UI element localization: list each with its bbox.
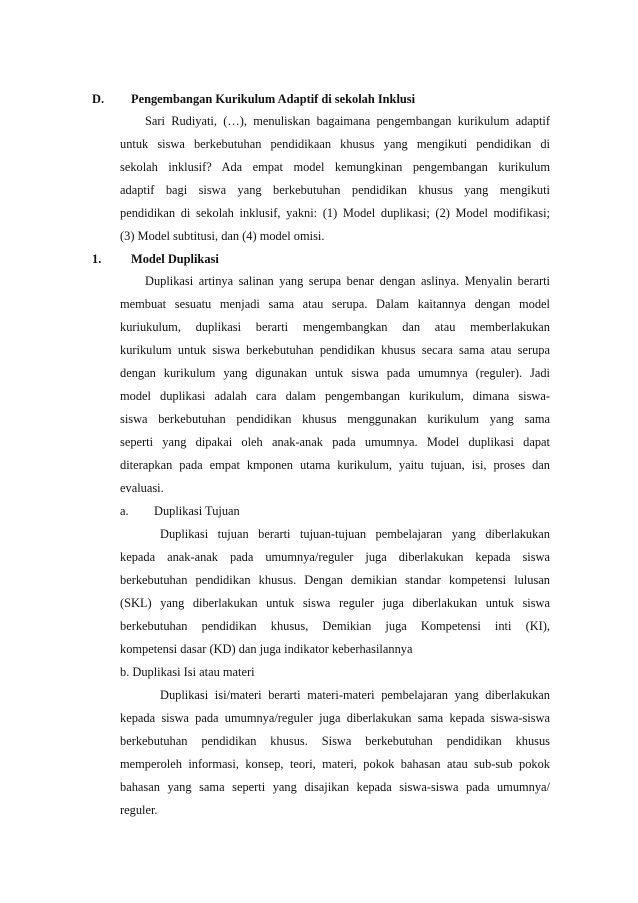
section-1-line-4: kurikulum untuk siswa berkebutuhan pendidikan khusus secara sama atau serupa [120, 343, 550, 357]
sub-a-line-2: kepada anak-anak pada umumnya/reguler juga diberlakukan kepada siswa [120, 550, 550, 564]
section-1-line-10: evaluasi. [120, 481, 164, 495]
sub-b-line-3: berkebutuhan pendidikan khusus. Siswa berkebutuhan pendidikan khusus [120, 734, 550, 748]
sub-a-label: a. [120, 504, 129, 518]
sub-a-line-1: Duplikasi tujuan berarti tujuan-tujuan pembelajaran yang diberlakukan [160, 527, 550, 541]
section-1-title: Model Duplikasi [131, 252, 219, 266]
section-d-number: D. [92, 92, 105, 106]
section-d-line-1: Sari Rudiyati, (…), menuliskan bagaimana pengembangan kurikulum adaptif [145, 114, 550, 128]
section-1-number: 1. [92, 252, 102, 266]
sub-b-line-4: memperoleh informasi, konsep, teori, materi, pokok bahasan atau sub-sub pokok [120, 757, 550, 771]
sub-b-line-5: bahasan yang sama seperti yang disajikan kepada siswa-siswa pada umumnya/ [120, 780, 550, 794]
section-d-title: Pengembangan Kurikulum Adaptif di sekolah Inklusi [131, 92, 416, 106]
section-1-line-2: membuat sesuatu menjadi sama atau serupa. Dalam kaitannya dengan model [120, 297, 550, 311]
section-1-line-9: diterapkan pada empat kmponen utama kurikulum, yaitu tujuan, isi, proses dan [120, 458, 550, 472]
sub-a-line-4: (SKL) yang diberlakukan untuk siswa reguler juga diberlakukan untuk siswa [120, 596, 550, 610]
sub-b-line-1: Duplikasi isi/materi berarti materi-materi pembelajaran yang diberlakukan [160, 688, 550, 702]
sub-b-line-6: reguler. [120, 803, 158, 817]
section-1-line-1: Duplikasi artinya salinan yang serupa benar dengan aslinya. Menyalin berarti [145, 274, 550, 288]
section-d-line-3: sekolah inklusif? Ada empat model kemungkinan pengembangan kurikulum [120, 160, 550, 174]
sub-a-line-5: berkebutuhan pendidikan khusus, Demikian juga Kompetensi inti (KI), [120, 619, 550, 633]
sub-a-title: Duplikasi Tujuan [154, 504, 240, 518]
sub-a-line-3: berkebutuhan pendidikan khusus. Dengan demikian standar kompetensi lulusan [120, 573, 550, 587]
section-1-line-5: dengan kurikulum yang digunakan untuk siswa pada umumnya (reguler). Jadi [120, 366, 550, 380]
section-1-line-8: seperti yang dipakai oleh anak-anak pada umumnya. Model duplikasi dapat [120, 435, 550, 449]
section-d-line-6: (3) Model subtitusi, dan (4) model omisi. [120, 229, 325, 243]
section-d-line-4: adaptif bagi siswa yang berkebutuhan pendidikan khusus yang mengikuti [120, 183, 550, 197]
section-1-line-3: kuriukulum, duplikasi berarti mengembangkan dan atau memberlakukan [120, 320, 550, 334]
sub-b-title: b. Duplikasi Isi atau materi [120, 665, 255, 679]
sub-a-line-6: kompetensi dasar (KD) dan juga indikator keberhasilannya [120, 642, 413, 656]
section-1-line-6: model duplikasi adalah cara dalam pengembangan kurikulum, dimana siswa- [120, 389, 550, 403]
sub-b-line-2: kepada siswa pada umumnya/reguler juga diberlakukan sama kepada siswa-siswa [120, 711, 550, 725]
section-d-line-2: untuk siswa berkebutuhan pendidikaan khusus yang mengikuti pendidikan di [120, 137, 550, 151]
section-1-line-7: siswa berkebutuhan pendidikan khusus menggunakan kurikulum yang sama [120, 412, 550, 426]
section-d-line-5: pendidikan di sekolah inklusif, yakni: (1) Model duplikasi; (2) Model modifikasi; [120, 206, 550, 220]
